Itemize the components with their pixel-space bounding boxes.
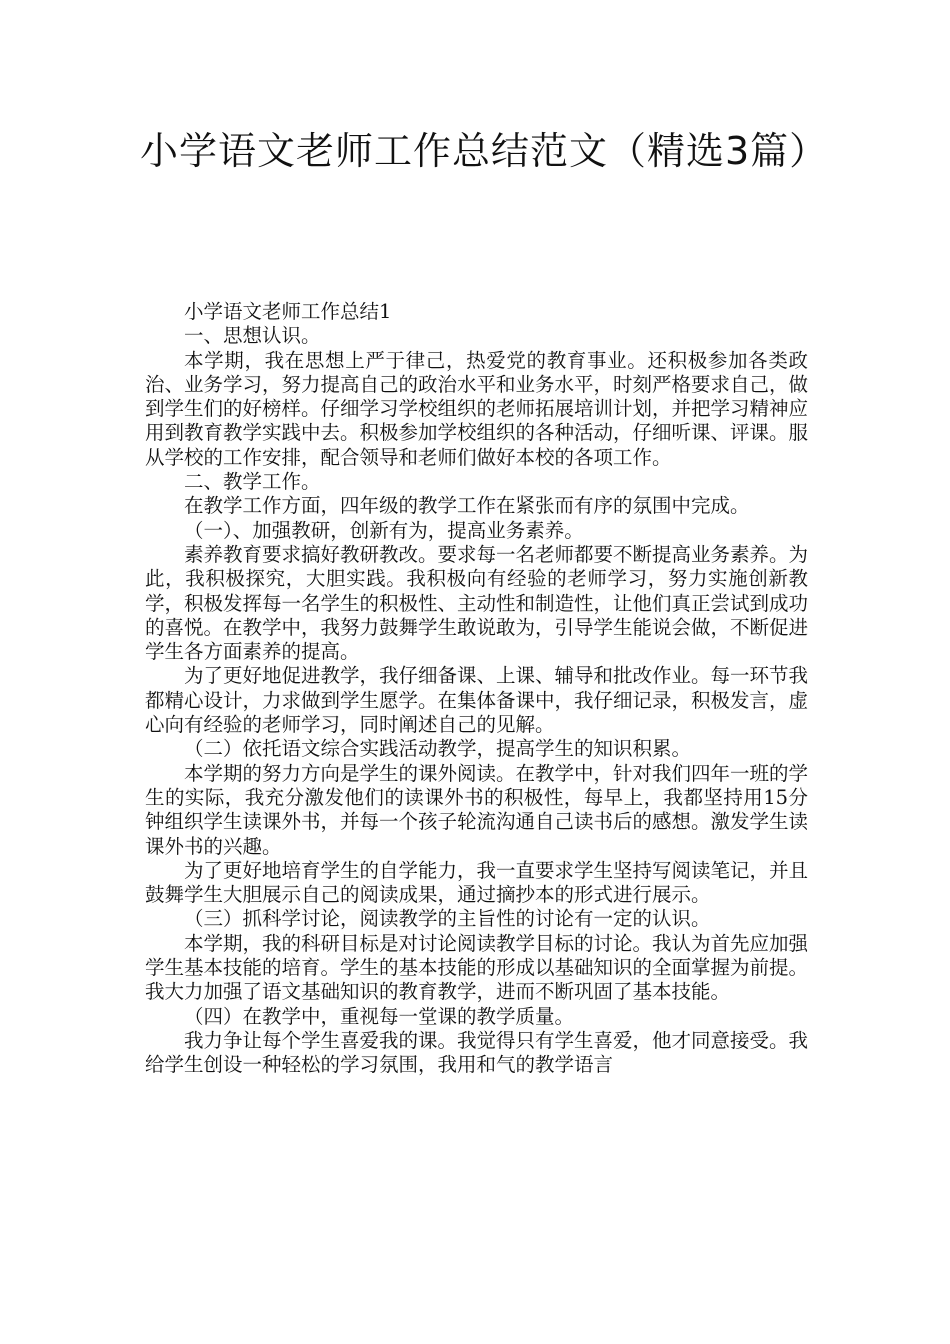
document-title: 小学语文老师工作总结范文（精选3篇）	[140, 129, 829, 173]
body-paragraph: 本学期，我的科研目标是对讨论阅读教学目标的讨论。我认为首先应加强学生基本技能的培育。学生的基本技能的形成以基础知识的全面掌握为前提。我大力加强了语文基础知识的教育教学，进而不断巩固了基本技能。	[145, 931, 809, 1004]
body-paragraph: 为了更好地促进教学，我仔细备课、上课、辅导和批改作业。每一环节我都精心设计，力求做到学生愿学。在集体备课中，我仔细记录，积极发言，虚心向有经验的老师学习，同时阐述自己的见解。	[145, 664, 809, 737]
subsection-heading: （一）、加强教研，创新有为，提高业务素养。	[184, 518, 584, 542]
section-heading: 小学语文老师工作总结1	[184, 300, 392, 323]
subsection-heading: （四）在教学中，重视每一堂课的教学质量。	[184, 1004, 575, 1028]
body-paragraph: 为了更好地培育学生的自学能力，我一直要求学生坚持写阅读笔记，并且鼓舞学生大胆展示自己的阅读成果，通过摘抄本的形式进行展示。	[145, 858, 809, 907]
document-body	[145, 300, 808, 1078]
body-paragraph: 我力争让每个学生喜爱我的课。我觉得只有学生喜爱，他才同意接受。我给学生创设一种轻松的学习氛围，我用和气的教学语言	[145, 1028, 809, 1077]
subsection-heading: （三）抓科学讨论，阅读教学的主旨性的讨论有一定的认识。	[184, 907, 711, 931]
subsection-heading: （二）依托语文综合实践活动教学，提高学生的知识积累。	[184, 737, 692, 761]
subsection-heading: 一、思想认识。	[184, 324, 321, 348]
subsection-heading: 二、教学工作。	[184, 470, 321, 494]
body-paragraph: 本学期，我在思想上严于律己，热爱党的教育事业。还积极参加各类政治、业务学习，努力提高自己的政治水平和业务水平，时刻严格要求自己，做到学生们的好榜样。仔细学习学校组织的老师拓展培训计划，并把学习精神应用到教育教学实践中去。积极参加学校组织的各种活动，仔细听课、评课。服从学校的工作安排，配合领导和老师们做好本校的各项工作。	[145, 348, 809, 469]
body-paragraph: 本学期的努力方向是学生的课外阅读。在教学中，针对我们四年一班的学生的实际，我充分激发他们的读课外书的积极性，每早上，我都坚持用15分钟组织学生读课外书，并每一个孩子轮流沟通自己读书后的感想。激发学生读课外书的兴趣。	[145, 761, 809, 858]
body-paragraph: 在教学工作方面，四年级的教学工作在紧张而有序的氛围中完成。	[184, 494, 750, 518]
body-paragraph: 素养教育要求搞好教研教改。要求每一名老师都要不断提高业务素养。为此，我积极探究，大胆实践。我积极向有经验的老师学习，努力实施创新教学，积极发挥每一名学生的积极性、主动性和制造性，让他们真正尝试到成功的喜悦。在教学中，我努力鼓舞学生敢说敢为，引导学生能说会做，不断促进学生各方面素养的提高。	[145, 542, 809, 664]
